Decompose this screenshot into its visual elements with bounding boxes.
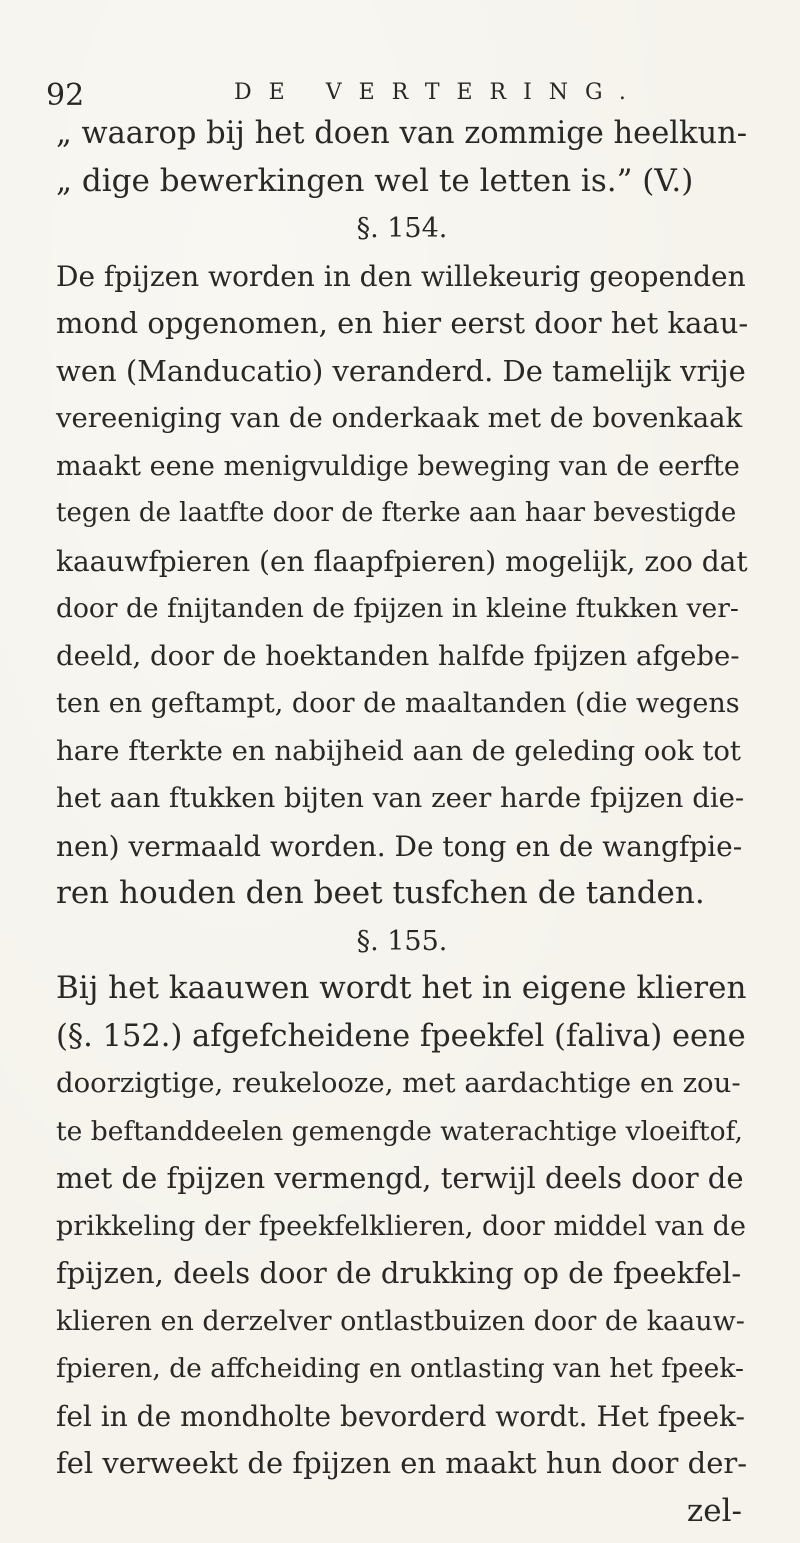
text-line: doorzigtige, reukelooze, met aardachtige en zou- [56, 1067, 741, 1099]
text-line: (§. 152.) afgefcheidene fpeekfel (faliva) eene [56, 1018, 746, 1054]
text-line: ten en geftampt, door de maaltanden (die wegens [56, 688, 740, 719]
text-line: met de fpijzen vermengd, terwijl deels door de [56, 1161, 744, 1195]
text-line: „ dige bewerkingen wel te letten is.” (V.) [56, 162, 694, 199]
text-line: kaauwfpieren (en flaapfpieren) mogelijk, zoo dat [56, 544, 748, 578]
text-line: prikkeling der fpeekfelklieren, door middel van de [56, 1210, 746, 1242]
text-line: vereeniging van de onderkaak met de bovenkaak [56, 402, 743, 434]
text-line: ren houden den beet tusfchen de tanden. [56, 875, 705, 911]
text-line: mond opgenomen, en hier eerst door het kaau- [56, 306, 749, 340]
running-head: DE VERTERING. [234, 80, 643, 105]
text-line: tegen de laatfte door de fterke aan haar bevestigde [56, 498, 737, 528]
text-line: fel in de mondholte bevorderd wordt. Het fpeek- [56, 1399, 745, 1433]
text-line: fel verweekt de fpijzen en maakt hun door der- [56, 1446, 748, 1480]
text-line: „ waarop bij het doen van zommige heelkun- [56, 116, 748, 151]
section-number: §. 154. [356, 213, 448, 244]
text-line: door de fnijtanden de fpijzen in kleine ftukken ver- [56, 593, 739, 624]
text-line: het aan ftukken bijten van zeer harde fpijzen die- [56, 782, 745, 814]
text-line: nen) vermaald worden. De tong en de wangfpie- [56, 829, 743, 863]
text-line: maakt eene menigvuldige beweging van de eerfte [56, 450, 740, 482]
text-line: De fpijzen worden in den willekeurig geopenden [56, 259, 746, 293]
text-line: deeld, door de hoektanden halfde fpijzen afgebe- [56, 639, 740, 672]
text-line: hare fterkte en nabijheid aan de geleding ook tot [56, 734, 741, 767]
text-line: klieren en derzelver ontlastbuizen door de kaauw- [56, 1305, 745, 1337]
text-line: Bij het kaauwen wordt het in eigene klieren [56, 970, 747, 1006]
text-line: wen (Manducatio) veranderd. De tamelijk vrije [56, 353, 746, 388]
text-line: fpieren, de affcheiding en ontlasting van het fpeek- [56, 1353, 744, 1384]
page-number: 92 [46, 78, 85, 113]
catchword: zel- [686, 1492, 742, 1529]
body-text [56, 110, 748, 1535]
text-line: fpijzen, deels door de drukking op de fpeekfel- [56, 1256, 742, 1290]
text-line: te beftanddeelen gemengde waterachtige vloeiftof, [56, 1115, 743, 1147]
section-number: §. 155. [356, 925, 448, 957]
